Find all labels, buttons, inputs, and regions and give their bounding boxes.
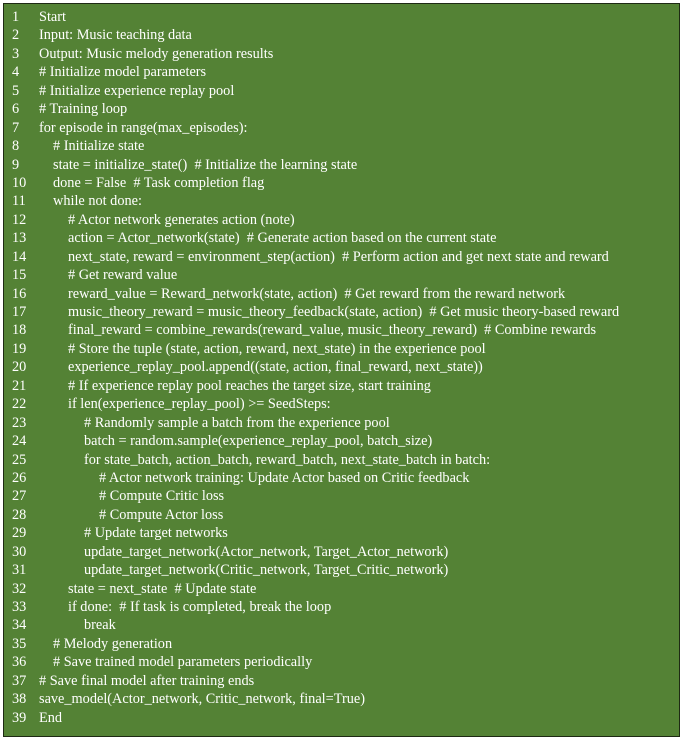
line-number: 22 bbox=[12, 396, 27, 413]
line-text: # Melody generation bbox=[53, 635, 173, 652]
line-text: # If experience replay pool reaches the target size, start training bbox=[68, 377, 431, 394]
code-line bbox=[4, 26, 679, 44]
line-text: # Training loop bbox=[39, 101, 128, 118]
code-line bbox=[4, 45, 679, 63]
code-lines bbox=[4, 8, 679, 727]
line-text: # Compute Actor loss bbox=[99, 506, 224, 523]
code-line bbox=[4, 580, 679, 598]
line-text: for episode in range(max_episodes): bbox=[39, 119, 248, 136]
code-line bbox=[4, 303, 679, 321]
line-number: 5 bbox=[12, 82, 20, 99]
line-number: 37 bbox=[12, 672, 27, 689]
line-text: Input: Music teaching data bbox=[39, 27, 192, 44]
code-line bbox=[4, 119, 679, 137]
code-line bbox=[4, 340, 679, 358]
line-text: done = False # Task completion flag bbox=[53, 174, 265, 191]
line-number: 4 bbox=[12, 64, 20, 81]
line-text: batch = random.sample(experience_replay_pool, batch_size) bbox=[84, 433, 433, 450]
code-line bbox=[4, 690, 679, 708]
code-line bbox=[4, 8, 679, 26]
line-text: final_reward = combine_rewards(reward_value, music_theory_reward) # Combine rewards bbox=[68, 322, 597, 339]
code-line bbox=[4, 469, 679, 487]
line-number: 10 bbox=[12, 174, 27, 191]
code-line bbox=[4, 266, 679, 284]
line-number: 19 bbox=[12, 340, 27, 357]
code-line bbox=[4, 211, 679, 229]
line-text: break bbox=[84, 617, 116, 634]
line-number: 33 bbox=[12, 599, 27, 615]
line-number: 18 bbox=[12, 322, 27, 339]
code-line bbox=[4, 321, 679, 339]
code-line bbox=[4, 543, 679, 561]
line-number: 32 bbox=[12, 580, 27, 597]
line-number: 20 bbox=[12, 359, 27, 376]
line-text: # Actor network training: Update Actor based on Critic feedback bbox=[99, 469, 470, 486]
code-line bbox=[4, 635, 679, 653]
line-number: 16 bbox=[12, 285, 27, 302]
line-text: End bbox=[39, 709, 63, 726]
line-number: 35 bbox=[12, 635, 27, 652]
line-number: 26 bbox=[12, 469, 27, 486]
code-line bbox=[4, 506, 679, 524]
line-text: Output: Music melody generation results bbox=[39, 45, 274, 62]
line-number: 24 bbox=[12, 433, 27, 450]
code-line bbox=[4, 156, 679, 174]
line-text: # Compute Critic loss bbox=[99, 488, 225, 505]
code-line bbox=[4, 192, 679, 210]
line-text: while not done: bbox=[53, 193, 142, 210]
line-text: if len(experience_replay_pool) >= SeedSteps: bbox=[68, 396, 331, 413]
line-text: # Get reward value bbox=[68, 267, 178, 284]
line-text: # Initialize model parameters bbox=[39, 64, 207, 81]
line-text: # Update target networks bbox=[84, 525, 228, 542]
line-number: 7 bbox=[12, 119, 20, 136]
code-line bbox=[4, 358, 679, 376]
line-number: 3 bbox=[12, 45, 20, 62]
line-text: reward_value = Reward_network(state, action) # Get reward from the reward network bbox=[68, 285, 566, 302]
code-line bbox=[4, 598, 679, 616]
line-text: for state_batch, action_batch, reward_batch, next_state_batch in batch: bbox=[84, 451, 491, 468]
line-text: state = initialize_state() # Initialize the learning state bbox=[53, 156, 358, 173]
line-text: # Initialize experience replay pool bbox=[39, 82, 235, 99]
line-number: 17 bbox=[12, 304, 27, 320]
line-text: # Store the tuple (state, action, reward, next_state) in the experience pool bbox=[68, 340, 486, 357]
line-number: 11 bbox=[12, 193, 26, 210]
line-number: 39 bbox=[12, 709, 27, 726]
line-number: 36 bbox=[12, 654, 27, 671]
code-line bbox=[4, 174, 679, 192]
line-number: 28 bbox=[12, 506, 27, 523]
line-number: 13 bbox=[12, 230, 27, 247]
line-text: experience_replay_pool.append((state, action, final_reward, next_state)) bbox=[68, 359, 483, 376]
line-text: Start bbox=[39, 9, 67, 25]
code-line bbox=[4, 248, 679, 266]
code-line bbox=[4, 561, 679, 579]
line-number: 29 bbox=[12, 525, 27, 542]
line-number: 1 bbox=[12, 9, 20, 25]
code-line bbox=[4, 395, 679, 413]
line-text: # Initialize state bbox=[53, 138, 145, 155]
code-line bbox=[4, 432, 679, 450]
line-text: next_state, reward = environment_step(action) # Perform action and get next state and reward bbox=[68, 248, 609, 265]
line-text: state = next_state # Update state bbox=[68, 580, 257, 597]
line-text: # Save final model after training ends bbox=[39, 672, 255, 689]
line-text: action = Actor_network(state) # Generate action based on the current state bbox=[68, 230, 497, 247]
line-text: # Save trained model parameters periodically bbox=[53, 654, 313, 671]
line-text: # Randomly sample a batch from the experience pool bbox=[84, 414, 390, 431]
algorithm-code-box bbox=[3, 3, 680, 737]
line-number: 8 bbox=[12, 138, 20, 155]
code-line bbox=[4, 672, 679, 690]
line-text: update_target_network(Critic_network, Target_Critic_network) bbox=[84, 562, 449, 579]
line-number: 31 bbox=[12, 562, 27, 579]
code-line bbox=[4, 653, 679, 671]
line-number: 27 bbox=[12, 488, 27, 505]
code-line bbox=[4, 451, 679, 469]
line-text: save_model(Actor_network, Critic_network, final=True) bbox=[39, 691, 365, 708]
line-text: music_theory_reward = music_theory_feedback(state, action) # Get music theory-based reward bbox=[68, 304, 620, 320]
line-text: if done: # If task is completed, break the loop bbox=[68, 599, 332, 615]
line-number: 9 bbox=[12, 156, 20, 173]
line-number: 14 bbox=[12, 248, 27, 265]
code-line bbox=[4, 709, 679, 727]
line-number: 38 bbox=[12, 691, 27, 708]
code-line bbox=[4, 414, 679, 432]
line-number: 12 bbox=[12, 211, 27, 228]
code-line bbox=[4, 616, 679, 634]
code-line bbox=[4, 82, 679, 100]
line-number: 25 bbox=[12, 451, 27, 468]
code-line bbox=[4, 487, 679, 505]
code-line bbox=[4, 137, 679, 155]
line-number: 30 bbox=[12, 543, 27, 560]
line-number: 34 bbox=[12, 617, 27, 634]
line-number: 2 bbox=[12, 27, 20, 44]
code-line bbox=[4, 229, 679, 247]
line-text: update_target_network(Actor_network, Target_Actor_network) bbox=[84, 543, 449, 560]
code-line bbox=[4, 285, 679, 303]
code-line bbox=[4, 377, 679, 395]
line-number: 6 bbox=[12, 101, 20, 118]
line-number: 15 bbox=[12, 267, 27, 284]
line-text: # Actor network generates action (note) bbox=[68, 211, 295, 228]
code-line bbox=[4, 100, 679, 118]
code-line bbox=[4, 524, 679, 542]
code-line bbox=[4, 63, 679, 81]
line-number: 21 bbox=[12, 377, 27, 394]
line-number: 23 bbox=[12, 414, 27, 431]
